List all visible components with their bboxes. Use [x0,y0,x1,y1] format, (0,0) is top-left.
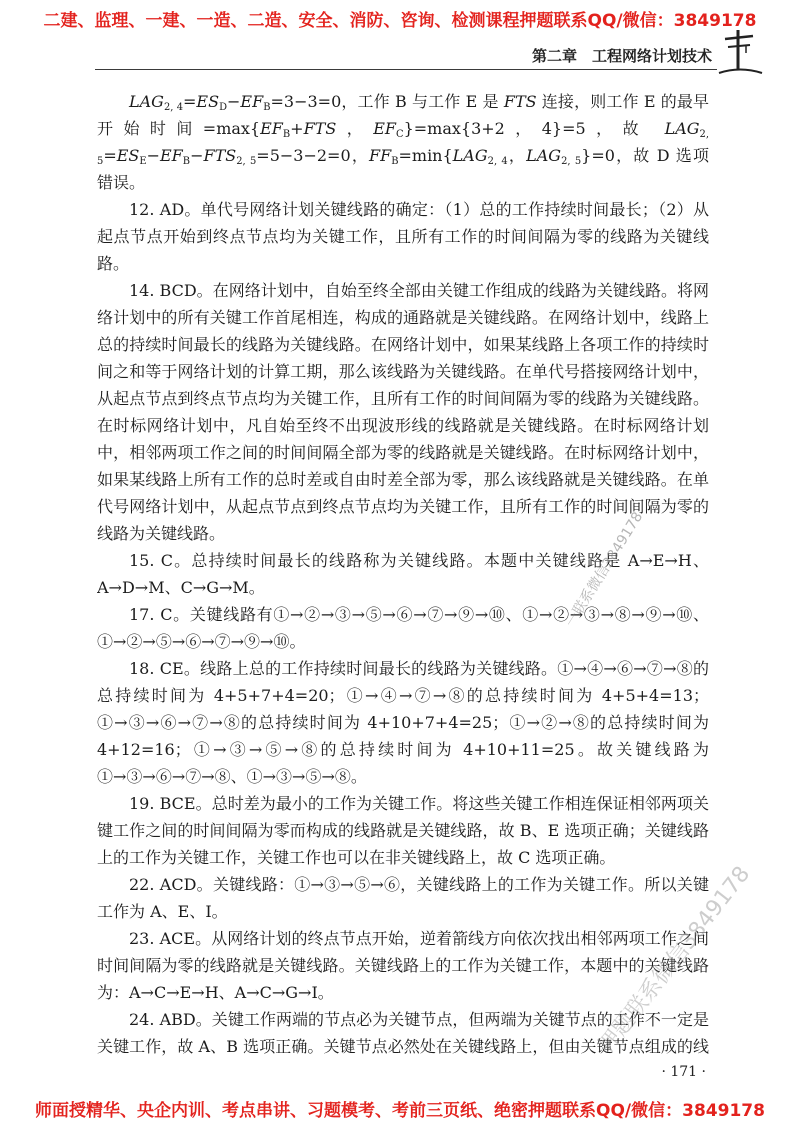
answer-18: 18. CE。线路上总的工作持续时间最长的线路为关键线路。①→④→⑥→⑦→⑧的总持续时间为 4+5+7+4=20；①→④→⑦→⑧的总持续时间为 4+5+4=13；①→③→⑥→⑦→⑧的总持续时间为 4+10+7+4=25；①→②→⑧的总持续时间为 4+12=16；①→③→⑤→⑧的总持续时间为 4+10+11=25。故关键线路为①→③→⑥→⑦→⑧、①→③→⑤→⑧。 [97,659,709,786]
tower-crane-icon [716,26,764,76]
subscript-text: B [282,128,291,140]
answer-12: 12. AD。单代号网络计划关键线路的确定：（1）总的工作持续时间最长；（2）从起点节点开始到终点节点均为关键工作，且所有工作的时间间隔为零的线路为关键线路。 [97,200,709,273]
subscript-text: C [396,128,404,140]
watermark-bottom-right: 押题联系微信3849178 [593,861,756,1059]
subscript-text: D [219,101,228,113]
text-run: = [183,92,197,111]
italic-variable: ES [116,146,140,165]
bottom-promo-banner: 师面授精华、央企内训、考点串讲、习题模考、考前三页纸、绝密押题联系QQ/微信：3849178 [35,1101,765,1121]
italic-variable: EF [160,146,183,165]
text-run: − [190,146,204,165]
subscript-text: 2, 5 [97,128,709,167]
chapter-header: 第二章 工程网络计划技术 [531,47,712,65]
subscript-text: B [263,101,271,113]
italic-variable: EF [240,92,264,111]
answer-explanations [97,88,709,1062]
subscript-text: 2, 4 [163,101,184,113]
header-divider [95,69,717,70]
italic-variable: FF [369,146,392,165]
text-run: − [227,92,241,111]
intro-paragraph [97,88,709,196]
italic-variable: ES [196,92,220,111]
subscript-text: 2, 5 [236,155,257,167]
text-run: ， [336,119,374,138]
text-run: }=0，故 D 选项错误。 [97,146,709,192]
text-run: =3−3=0，工作 B 与工作 E 是 [270,92,504,111]
answer-22: 22. ACD。关键线路：①→③→⑤→⑥，关键线路上的工作为关键工作。所以关键工作为 A、E、I。 [97,875,709,921]
subscript-text: E [139,155,147,167]
text-run: 连接，则工作 E 的最早开始时间=max{ [97,92,709,138]
text-run: ， [507,146,527,165]
answer-24: 24. ABD。关键工作两端的节点必为关键节点，但两端为关键节点的工作不一定是关键工作，故 A、B 选项正确。关键节点必然处在关键线路上，但由关键节点组成的线 [97,1010,709,1056]
text-run: = [103,146,117,165]
top-promo-banner: 二建、监理、一建、一造、二造、安全、消防、咨询、检测课程押题联系QQ/微信：3849178 [43,11,757,31]
answer-17: 17. C。关键线路有①→②→③→⑤→⑥→⑦→⑨→⑩、①→②→③→⑧→⑨→⑩、①→②→⑤→⑥→⑦→⑨→⑩。 [97,605,709,651]
text-run: − [146,146,160,165]
answer-23: 23. ACE。从网络计划的终点节点开始，逆着箭线方向依次找出相邻两项工作之间时间间隔为零的线路就是关键线路。关键线路上的工作为关键工作，本题中的关键线路为：A→C→E→H、A→C→G→I。 [97,929,709,1002]
answer-19: 19. BCE。总时差为最小的工作为关键工作。将这些关键工作相连保证相邻两项关键工作之间的时间间隔为零而构成的线路就是关键线路，故 B、E 选项正确；关键线路上的工作为关键工作，关键工作也可以在非关键线路上，故 C 选项正确。 [97,794,709,867]
italic-variable: LAG [452,146,488,165]
italic-variable: LAG [129,92,164,111]
text-run: + [290,119,304,138]
text-run: }=max{3+2，4}=5，故 [403,119,665,138]
text-run: =5−3−2=0， [256,146,369,165]
answer-15: 15. C。总持续时间最长的线路称为关键线路。本题中关键线路是 A→E→H、A→D→M、C→G→M。 [97,551,709,597]
subscript-text: B [182,155,191,167]
subscript-text: 2, 4 [487,155,508,167]
subscript-text: B [391,155,399,167]
italic-variable: EF [373,119,396,138]
italic-variable: FTS [203,146,237,165]
text-run: =min{ [398,146,453,165]
italic-variable: FTS [303,119,337,138]
page-number: · 171 · [661,1064,706,1080]
watermark-center: 一联系微信3849178 [562,509,647,631]
italic-variable: LAG [526,146,562,165]
italic-variable: FTS [503,92,537,111]
italic-variable: EF [260,119,283,138]
subscript-text: 2, 5 [561,155,582,167]
italic-variable: LAG [664,119,700,138]
answer-14: 14. BCD。在网络计划中，自始至终全部由关键工作组成的线路为关键线路。将网络计划中的所有关键工作首尾相连，构成的通路就是关键线路。在网络计划中，线路上总的持续时间最长的线路为关键线路。在网络计划中，如果某线路上各项工作的持续时间之和等于网络计划的计算工期，那么该线路为关键线路。在单代号搭接网络计划中，从起点节点到终点节点均为关键工作，且所有工作的时间间隔为零的线路为关键线路。在时标网络计划中，凡自始至终不出现波形线的线路就是关键线路。在时标网络计划中，相邻两项工作之间的时间间隔全部为零的线路就是关键线路。在时标网络计划中，如果某线路上所有工作的总时差或自由时差全部为零，那么该线路就是关键线路。在单代号网络计划中，从起点节点到终点节点均为关键工作，且所有工作的时间间隔为零的线路为关键线路。 [97,281,709,543]
